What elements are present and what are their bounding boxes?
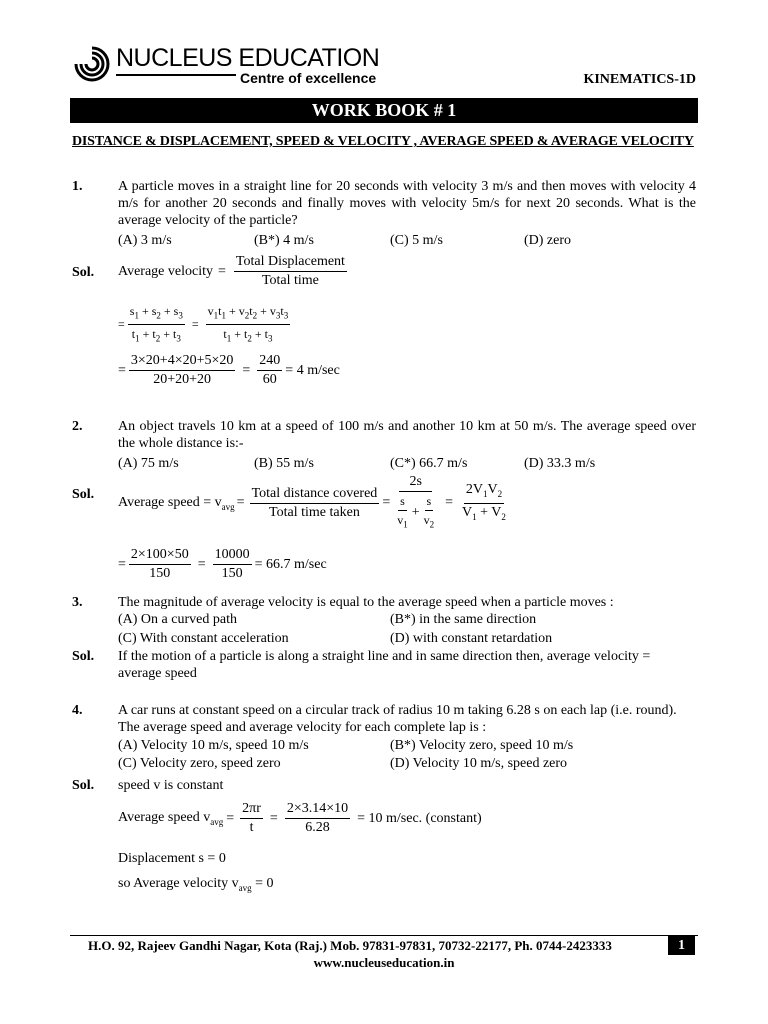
brand-underline	[116, 74, 236, 76]
q1-option-b: (B*) 4 m/s	[254, 233, 314, 248]
q2-option-c: (C*) 66.7 m/s	[390, 456, 468, 471]
q2-fraction-total: $\frac{\text{Total distance covered}}{\text{Total time taken}}$	[251, 485, 378, 520]
brand-tagline: Centre of excellence	[240, 70, 377, 86]
q1-fraction-total: $\frac{\text{Total Displacement}}{\text{Total time}}$	[235, 254, 345, 288]
q2-option-d: (D) 33.3 m/s	[524, 456, 596, 471]
q1-sol-label: Sol.	[72, 265, 95, 280]
q2-sol-line1: Average speed = $v_{avg}$ = $\frac{\text{Total distance covered}}{\text{Total time taken}}$ = 2s $\frac{s}{v_1}$ + $\frac{s}{v_2}$ = $\frac{2V_1V_2}{V_1 + V_2}$	[118, 474, 511, 532]
q1-option-a: (A) 3 m/s	[118, 233, 172, 248]
q4-sol-line2: Average speed $v_{avg}$ = $\frac{2\pi r}{t}$ = $\frac{2\times 3.14\times 10}{6.28}$ = 10 m/sec. (constant)	[118, 801, 482, 835]
footer-rule	[70, 935, 698, 936]
q2-fraction-numeric: $\frac{2\times 100\times 50}{150}$	[130, 547, 189, 581]
q3-option-c: (C) With constant acceleration	[118, 631, 289, 646]
page-number: 1	[678, 938, 685, 953]
section-title: DISTANCE & DISPLACEMENT, SPEED & VELOCITY , AVERAGE SPEED & AVERAGE VELOCITY	[72, 134, 694, 149]
footer-address: H.O. 92, Rajeev Gandhi Nagar, Kota (Raj.) Mob. 97831-97831, 70732-22177, Ph. 0744-2423333	[88, 938, 612, 953]
q4-option-d: (D) Velocity 10 m/s, speed zero	[390, 756, 568, 771]
q4-fraction-numeric: $\frac{2\times 3.14\times 10}{6.28}$	[286, 801, 349, 835]
q4-result: = 10 m/sec. (constant)	[357, 810, 482, 826]
q4-number: 4.	[72, 703, 83, 718]
q2-fraction-10000: $\frac{10000}{150}$	[214, 547, 250, 581]
q1-option-c: (C) 5 m/s	[390, 233, 443, 248]
q3-sol-text: If the motion of a particle is along a straight line and in same direction then, average velocity = average speed	[118, 649, 651, 681]
q4-sol-line4: so Average velocity $v_{avg} = 0$	[118, 876, 274, 893]
q1-fraction-numeric: $\frac{3\times 20+4\times 20+5\times 20}{20+20+20}$	[130, 353, 234, 387]
q1-option-d: (D) zero	[524, 233, 572, 248]
q1-text: A particle moves in a straight line for 20 seconds with velocity 3 m/s and then moves with velocity 4 m/s for another 20 seconds and finally moves with velocity 5m/s for next 20 seconds. What is the average velocity of the particle?	[118, 179, 696, 228]
q2-option-b: (B) 55 m/s	[254, 456, 314, 471]
q1-result: = 4 m/sec	[285, 362, 340, 378]
q2-option-a: (A) 75 m/s	[118, 456, 179, 471]
q2-sol-lead: Average speed = $v_{avg}$	[118, 494, 235, 512]
q1-fraction-vt: $\frac{v_1t_1 + v_2t_2 + v_3t_3}{t_1 + t_2 + t_3}$	[207, 304, 289, 344]
q4-option-c: (C) Velocity zero, speed zero	[118, 756, 281, 771]
q3-number: 3.	[72, 595, 83, 610]
q4-sol-line1: speed v is constant	[118, 778, 224, 793]
q3-sol-label: Sol.	[72, 649, 95, 664]
q1-fraction-240: $\frac{240}{60}$	[259, 353, 281, 387]
q1-number: 1.	[72, 179, 83, 194]
logo-swirl-icon	[72, 44, 112, 84]
q4-text: A car runs at constant speed on a circular track of radius 10 m taking 6.28 s on each lap (i.e. round). The average speed and average velocity for each complete lap is :	[118, 703, 677, 735]
q3-option-d: (D) with constant retardation	[390, 631, 553, 646]
workbook-title: WORK BOOK # 1	[311, 100, 457, 120]
q2-text: An object travels 10 km at a speed of 100 m/s and another 10 km at 50 m/s. The average speed over the whole distance is:-	[118, 419, 696, 451]
q2-result: = 66.7 m/sec	[254, 556, 327, 572]
q2-fraction-2s: 2s $\frac{s}{v_1}$ + $\frac{s}{v_2}$	[397, 474, 435, 530]
q2-sol-label: Sol.	[72, 487, 95, 502]
q3-text: The magnitude of average velocity is equal to the average speed when a particle moves :	[118, 595, 614, 610]
q4-sol-label: Sol.	[72, 778, 95, 793]
q1-fraction-s: $\frac{s_1 + s_2 + s_3}{t_1 + t_2 + t_3}$	[129, 304, 183, 344]
q3-option-a: (A) On a curved path	[118, 612, 237, 627]
page-number-box	[668, 936, 695, 955]
q1-sol-lead: Average velocity	[118, 263, 213, 279]
q4-option-a: (A) Velocity 10 m/s, speed 10 m/s	[118, 738, 309, 753]
brand-name: NUCLEUS EDUCATION	[116, 44, 380, 72]
workbook-banner	[70, 98, 698, 123]
q1-sol-line1: Average velocity = $\frac{\text{Total Displacement}}{\text{Total time}}$	[118, 254, 345, 288]
q2-sol-line2: = $\frac{2\times 100\times 50}{150}$ = $\frac{10000}{150}$ = 66.7 m/sec	[118, 547, 327, 581]
footer-website: www.nucleuseducation.in	[313, 955, 455, 970]
q1-sol-line2: = $\frac{s_1 + s_2 + s_3}{t_1 + t_2 + t_3}$ = $\frac{v_1t_1 + v_2t_2 + v_3t_3}{t_1 + t_2 + t_3}$	[118, 303, 293, 347]
q1-sol-line3: = $\frac{3\times 20+4\times 20+5\times 20}{20+20+20}$ = $\frac{240}{60}$ = 4 m/sec	[118, 353, 340, 387]
q2-fraction-harmonic: $\frac{2V_1V_2}{V_1 + V_2}$	[462, 481, 506, 522]
q2-number: 2.	[72, 419, 83, 434]
q4-option-b: (B*) Velocity zero, speed 10 m/s	[390, 738, 574, 753]
q3-option-b: (B*) in the same direction	[390, 612, 537, 627]
q4-sol-line3: Displacement s = 0	[118, 851, 226, 866]
chapter-label: KINEMATICS-1D	[583, 72, 696, 87]
q4-fraction-2pir: $\frac{2\pi r}{t}$	[242, 801, 261, 835]
